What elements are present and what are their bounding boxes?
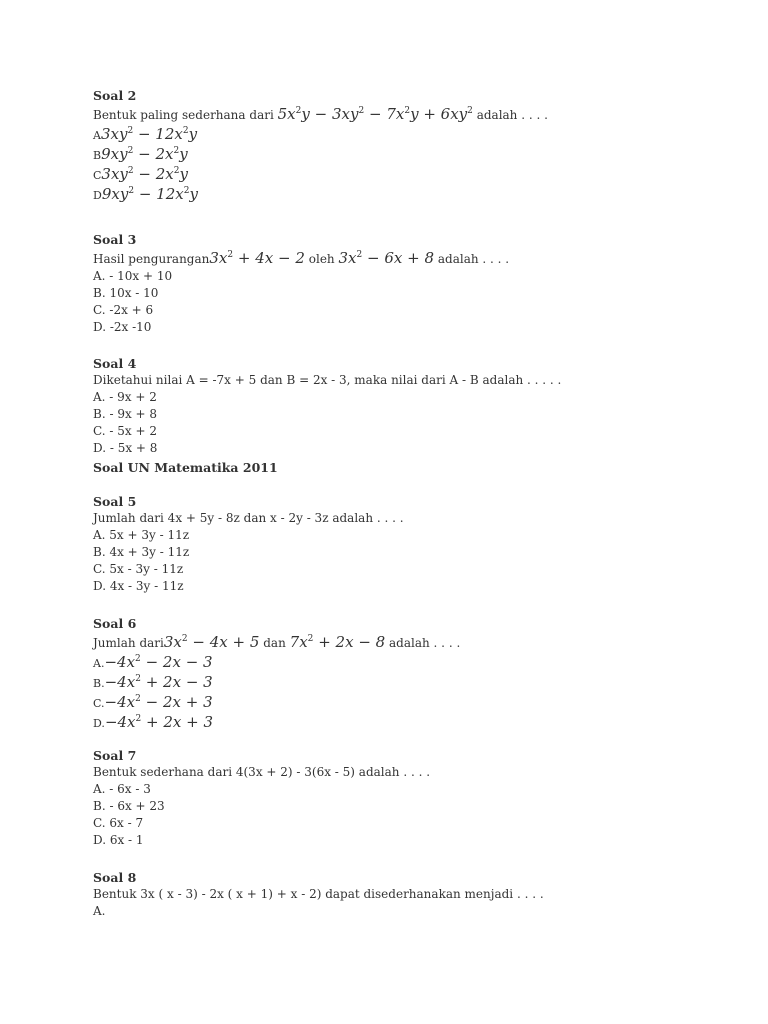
question-heading: Soal 8 <box>93 870 137 885</box>
option-a[interactable]: A. - 6x - 3 <box>93 782 151 796</box>
option-d[interactable]: $D.-4x^2 + 2x + 3$ <box>93 713 214 731</box>
question-heading: Soal 7 <box>93 748 137 763</box>
option-b[interactable]: B. 4x + 3y - 11z <box>93 545 190 559</box>
option-d[interactable]: D. 4x - 3y - 11z <box>93 579 184 593</box>
option-a[interactable]: $A.-4x^2 - 2x - 3$ <box>93 653 213 671</box>
option-a[interactable]: A. <box>93 904 106 918</box>
option-c[interactable]: C. 6x - 7 <box>93 816 144 830</box>
question-text: Diketahui nilai A = -7x + 5 dan B = 2x - 3, maka nilai dari A - B adalah . . . . . <box>93 373 562 387</box>
math-expression: $7x^2 + 2x - 8$ <box>289 633 386 651</box>
question-text: Jumlah dari 4x + 5y - 8z dan x - 2y - 3z adalah . . . . <box>93 511 404 525</box>
option-a[interactable]: A. - 9x + 2 <box>93 390 157 404</box>
question-8 <box>93 870 733 920</box>
section-title: Soal UN Matematika 2011 <box>93 460 278 475</box>
question-7 <box>93 748 733 849</box>
math-expression: $5x^2y - 3xy^2 - 7x^2y + 6xy^2$ <box>277 105 473 123</box>
question-heading: Soal 4 <box>93 356 137 371</box>
question-6 <box>93 616 733 732</box>
math-expression: $3x^2 - 6x + 8$ <box>338 249 435 267</box>
option-a[interactable]: A. - 10x + 10 <box>93 269 173 283</box>
question-heading: Soal 2 <box>93 88 137 103</box>
question-heading: Soal 5 <box>93 494 137 509</box>
option-a[interactable]: A. 5x + 3y - 11z <box>93 528 190 542</box>
question-text: Jumlah $dari3x^2 - 4x + 5$ dan $7x^2 + 2x - 8$ adalah . . . . <box>93 633 461 651</box>
option-c[interactable]: C. 5x - 3y - 11z <box>93 562 184 576</box>
option-c[interactable]: C. -2x + 6 <box>93 303 154 317</box>
question-2 <box>93 88 733 204</box>
question-text: Bentuk sederhana dari 4(3x + 2) - 3(6x - 5) adalah . . . . <box>93 765 431 779</box>
option-d[interactable]: D. - 5x + 8 <box>93 441 158 455</box>
option-a[interactable]: $A3xy^2 - 12x^2y$ <box>93 125 198 143</box>
option-d[interactable]: D. 6x - 1 <box>93 833 144 847</box>
option-b[interactable]: B. 10x - 10 <box>93 286 159 300</box>
math-expression: $3x^2 + 4x - 2$ <box>209 249 305 267</box>
option-c[interactable]: $C3xy^2 - 2x^2y$ <box>93 165 188 183</box>
question-3 <box>93 232 733 336</box>
question-text: Bentuk paling sederhana dari $5x^2y - 3xy^2 - 7x^2y + 6xy^2$ adalah . . . . <box>93 105 548 123</box>
question-heading: Soal 6 <box>93 616 137 631</box>
option-b[interactable]: B. - 9x + 8 <box>93 407 158 421</box>
option-b[interactable]: B. - 6x + 23 <box>93 799 165 813</box>
option-b[interactable]: $B.-4x^2 + 2x - 3$ <box>93 673 213 691</box>
question-4 <box>93 356 733 457</box>
question-5 <box>93 494 733 595</box>
question-heading: Soal 3 <box>93 232 137 247</box>
option-c[interactable]: C. - 5x + 2 <box>93 424 157 438</box>
option-d[interactable]: D. -2x -10 <box>93 320 152 334</box>
question-text: Hasil $pengurangan3x^2 + 4x - 2$ oleh $3x^2 - 6x + 8$ adalah . . . . <box>93 249 510 267</box>
option-b[interactable]: $B9xy^2 - 2x^2y$ <box>93 145 188 163</box>
question-text: Bentuk 3x ( x - 3) - 2x ( x + 1) + x - 2) dapat disederhanakan menjadi . . . . <box>93 887 544 901</box>
option-d[interactable]: $D9xy^2 - 12x^2y$ <box>93 185 198 203</box>
math-expression: $3x^2 - 4x + 5$ <box>163 633 260 651</box>
option-c[interactable]: $C.-4x^2 - 2x + 3$ <box>93 693 213 711</box>
